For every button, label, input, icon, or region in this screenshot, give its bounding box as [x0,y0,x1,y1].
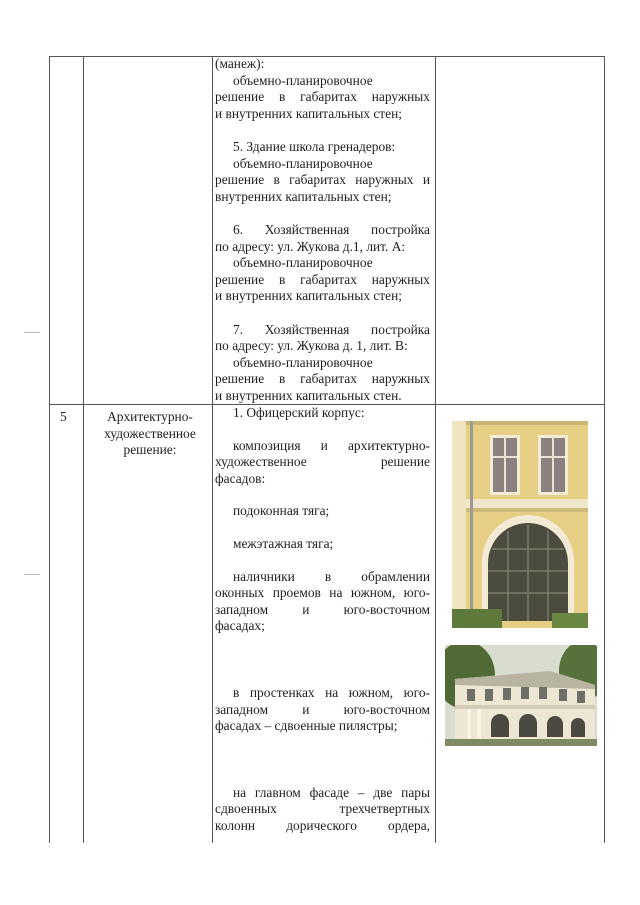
list-item [215,685,430,735]
list-item [215,438,430,488]
list-item [215,405,430,422]
text-line: по адресу: ул. Жукова д. 1, лит. В: [215,338,408,354]
text-line: наличники в обрамлении [233,568,430,584]
text-line: (манеж): [215,56,265,71]
text-line: на главном фасаде – две пары [233,784,430,800]
text-line: объемно-планировочное [233,72,373,88]
text-line: 5. Здание школа гренадеров: [233,138,396,154]
text-line: решение в габаритах наружных [215,89,430,105]
list-item [215,536,430,553]
text-line: фасадах – сдвоенные пилястры; [215,718,398,734]
text-line: в простенках на южном, юго- [233,684,430,700]
row-number: 5 [60,409,67,424]
text-line: решение в габаритах наружных и [215,172,430,188]
text-line: фасадах; [215,618,265,634]
text-line: и внутренних капитальных стен; [215,288,402,304]
text-line: объемно-планировочное [233,255,373,271]
text-line: сдвоенных трехчетвертных [215,801,430,817]
text-line [215,305,430,322]
scan-mark [24,332,40,333]
text-line [215,122,430,139]
table-border-left [49,56,50,843]
text-line: 1. Офицерский корпус: [233,405,365,420]
text-line: объемно-планировочное [233,354,373,370]
table-border-col1 [83,56,84,843]
text-line: композиция и архитектурно- [233,437,430,453]
table-border-right [604,56,605,843]
facade-photo [452,421,588,628]
text-line: по адресу: ул. Жукова д.1, лит. А: [215,238,406,254]
text-line: межэтажная тяга; [233,535,334,551]
table-border-col2 [212,56,213,843]
text-line: подоконная тяга; [233,503,330,519]
continued-row-text [215,56,430,404]
list-item [215,503,430,520]
text-line: объемно-планировочное [233,155,373,171]
text-line: внутренних капитальных стен; [215,188,392,204]
text-line: западном и юго-восточном [215,601,430,617]
building-photo [445,645,597,746]
text-line: решение в габаритах наружных [215,371,430,387]
text-line: решение в габаритах наружных [215,271,430,287]
row5-text [215,405,430,835]
table-border-col3 [435,56,436,843]
scan-mark [24,574,40,575]
text-line: художественное решение [215,454,430,470]
text-line: 6. Хозяйственная постройка [233,221,430,237]
text-line: и внутренних капитальных стен; [215,105,402,121]
text-line: колонн дорического ордера, [215,817,430,833]
text-line: фасадов: [215,470,266,486]
text-line: западном и юго-восточном [215,701,430,717]
list-item [215,785,430,835]
text-line: 7. Хозяйственная постройка [233,321,430,337]
row-category: Архитектурно-художественное решение: [104,409,196,458]
text-line [215,205,430,222]
text-line: оконных проемов на южном, юго- [215,585,430,601]
list-item [215,569,430,635]
text-line: и внутренних капитальных стен. [215,387,402,403]
